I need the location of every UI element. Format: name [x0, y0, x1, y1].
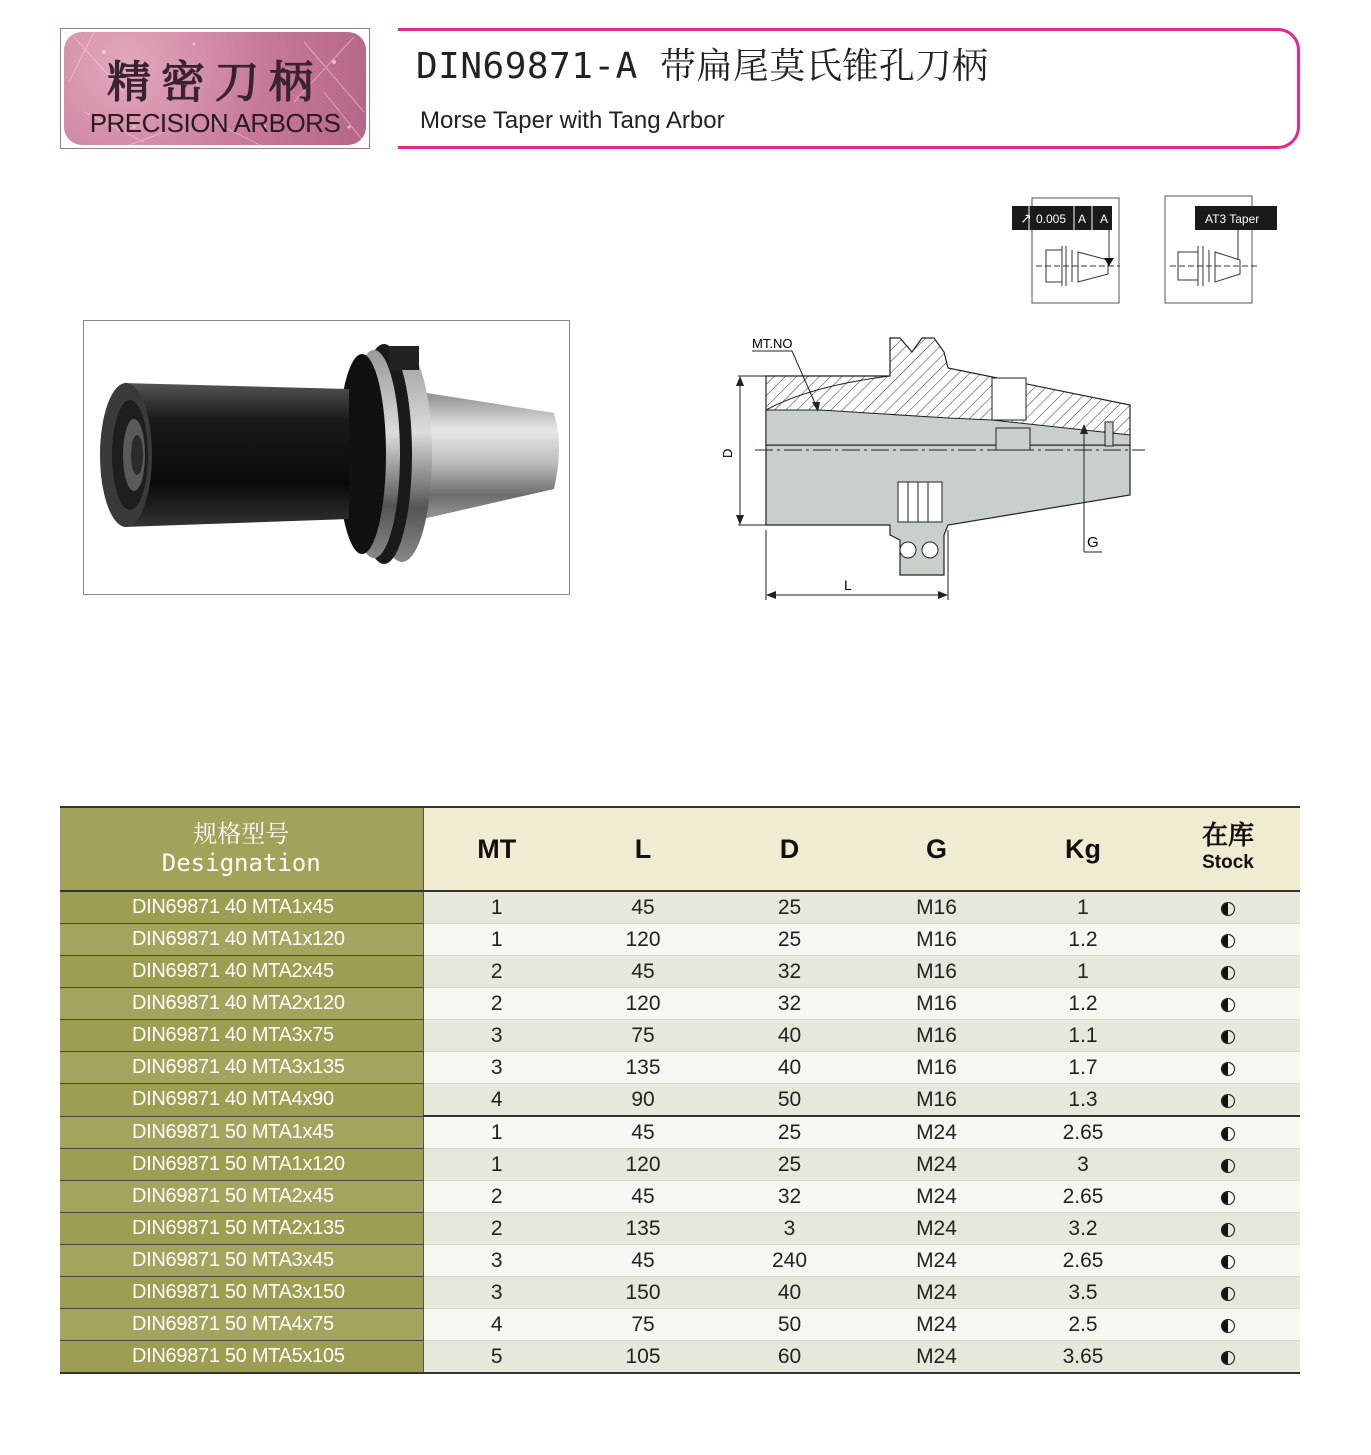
- cell-l: 45: [570, 891, 716, 924]
- cell-kg: 1.7: [1010, 1052, 1156, 1084]
- cell-d: 25: [716, 1149, 863, 1181]
- cell-stock: [1156, 1181, 1300, 1213]
- badge-background: [64, 32, 366, 145]
- col-header-designation-cn: 规格型号: [193, 820, 290, 848]
- cell-d: 32: [716, 1181, 863, 1213]
- cell-g: M24: [863, 1149, 1010, 1181]
- cell-g: M24: [863, 1309, 1010, 1341]
- table-row: [60, 1309, 1300, 1341]
- cell-designation: DIN69871 40 MTA3x75: [60, 1020, 423, 1052]
- cell-kg: 1: [1010, 891, 1156, 924]
- dim-label-d: D: [720, 448, 735, 458]
- cell-designation: DIN69871 40 MTA1x120: [60, 924, 423, 956]
- cell-d: 40: [716, 1052, 863, 1084]
- badge-title-en: PRECISION ARBORS: [89, 108, 341, 138]
- half-filled-circle-icon: [1221, 1287, 1235, 1301]
- brand-badge: [60, 28, 370, 149]
- cell-kg: 2.65: [1010, 1181, 1156, 1213]
- cell-stock: [1156, 1020, 1300, 1052]
- cell-stock: [1156, 1309, 1300, 1341]
- cell-d: 50: [716, 1309, 863, 1341]
- cell-kg: 1: [1010, 956, 1156, 988]
- runout-value: 0.005: [1036, 212, 1067, 226]
- cell-mt: 3: [423, 1020, 570, 1052]
- cell-kg: 1.2: [1010, 924, 1156, 956]
- half-filled-circle-icon: [1221, 1030, 1235, 1044]
- cell-mt: 2: [423, 988, 570, 1020]
- runout-arrow-icon: ↗: [1020, 210, 1032, 226]
- runout-ref: A: [1078, 212, 1087, 226]
- cell-designation: DIN69871 50 MTA2x45: [60, 1181, 423, 1213]
- cell-l: 45: [570, 1245, 716, 1277]
- cell-designation: DIN69871 40 MTA3x135: [60, 1052, 423, 1084]
- dim-label-g: G: [1087, 534, 1099, 551]
- half-filled-circle-icon: [1221, 934, 1235, 948]
- half-filled-circle-icon: [1221, 1255, 1235, 1269]
- half-filled-circle-icon: [1221, 1223, 1235, 1237]
- col-header-stock: [1156, 807, 1300, 891]
- col-header-designation: [60, 807, 423, 891]
- half-filled-circle-icon: [1221, 1127, 1235, 1141]
- cell-d: 25: [716, 891, 863, 924]
- cell-mt: 1: [423, 891, 570, 924]
- cell-stock: [1156, 1245, 1300, 1277]
- cell-d: 40: [716, 1277, 863, 1309]
- table-row: [60, 1116, 1300, 1149]
- cell-g: M24: [863, 1277, 1010, 1309]
- cell-g: M16: [863, 956, 1010, 988]
- cell-designation: DIN69871 50 MTA1x120: [60, 1149, 423, 1181]
- cell-g: M24: [863, 1245, 1010, 1277]
- cell-d: 60: [716, 1341, 863, 1374]
- cell-d: 25: [716, 1116, 863, 1149]
- cell-kg: 3.5: [1010, 1277, 1156, 1309]
- table-row: [60, 1020, 1300, 1052]
- taper-callout: [1165, 196, 1277, 303]
- page-title: DIN69871-A 带扁尾莫氏锥孔刀柄: [416, 46, 989, 87]
- cell-kg: 3: [1010, 1149, 1156, 1181]
- cell-g: M24: [863, 1341, 1010, 1374]
- cell-mt: 2: [423, 1213, 570, 1245]
- page-subtitle: Morse Taper with Tang Arbor: [420, 107, 725, 134]
- half-filled-circle-icon: [1221, 1159, 1235, 1173]
- cell-stock: [1156, 988, 1300, 1020]
- table-row: [60, 1181, 1300, 1213]
- cell-d: 32: [716, 988, 863, 1020]
- cell-designation: DIN69871 50 MTA4x75: [60, 1309, 423, 1341]
- half-filled-circle-icon: [1221, 902, 1235, 916]
- cell-mt: 1: [423, 924, 570, 956]
- cell-designation: DIN69871 50 MTA3x45: [60, 1245, 423, 1277]
- table-row: [60, 1245, 1300, 1277]
- half-filled-circle-icon: [1221, 1191, 1235, 1205]
- table-header-row: [60, 807, 1300, 891]
- cell-designation: DIN69871 40 MTA1x45: [60, 891, 423, 924]
- cell-g: M24: [863, 1213, 1010, 1245]
- cell-g: M16: [863, 891, 1010, 924]
- cell-g: M16: [863, 1052, 1010, 1084]
- cell-mt: 3: [423, 1277, 570, 1309]
- cell-g: M16: [863, 1020, 1010, 1052]
- cell-l: 75: [570, 1020, 716, 1052]
- cell-l: 120: [570, 924, 716, 956]
- table-row: [60, 956, 1300, 988]
- cell-g: M16: [863, 924, 1010, 956]
- cell-kg: 1.3: [1010, 1084, 1156, 1117]
- cell-stock: [1156, 924, 1300, 956]
- cell-kg: 1.2: [1010, 988, 1156, 1020]
- cell-stock: [1156, 1084, 1300, 1117]
- col-header-l: L: [570, 807, 716, 891]
- cell-d: 240: [716, 1245, 863, 1277]
- cell-mt: 5: [423, 1341, 570, 1374]
- runout-callout: [1012, 198, 1120, 303]
- col-header-d: D: [716, 807, 863, 891]
- cell-d: 50: [716, 1084, 863, 1117]
- cell-g: M24: [863, 1116, 1010, 1149]
- cell-g: M16: [863, 1084, 1010, 1117]
- product-photo: [83, 320, 570, 595]
- col-header-stock-en: Stock: [1202, 852, 1254, 873]
- half-filled-circle-icon: [1221, 1094, 1235, 1108]
- cell-d: 40: [716, 1020, 863, 1052]
- cell-l: 135: [570, 1052, 716, 1084]
- half-filled-circle-icon: [1221, 998, 1235, 1012]
- cross-section-drawing: [700, 190, 1300, 610]
- cell-designation: DIN69871 40 MTA2x120: [60, 988, 423, 1020]
- cell-kg: 3.65: [1010, 1341, 1156, 1374]
- table-row: [60, 1149, 1300, 1181]
- cell-kg: 1.1: [1010, 1020, 1156, 1052]
- cell-designation: DIN69871 50 MTA1x45: [60, 1116, 423, 1149]
- cell-stock: [1156, 1116, 1300, 1149]
- cell-l: 75: [570, 1309, 716, 1341]
- cell-l: 45: [570, 1181, 716, 1213]
- spec-table: [60, 806, 1300, 1374]
- cell-mt: 3: [423, 1052, 570, 1084]
- cell-stock: [1156, 1277, 1300, 1309]
- col-header-g: G: [863, 807, 1010, 891]
- cell-l: 90: [570, 1084, 716, 1117]
- cell-mt: 4: [423, 1309, 570, 1341]
- table-row: [60, 1084, 1300, 1117]
- table-row: [60, 1213, 1300, 1245]
- cell-designation: DIN69871 40 MTA2x45: [60, 956, 423, 988]
- cell-kg: 2.65: [1010, 1116, 1156, 1149]
- cell-stock: [1156, 1213, 1300, 1245]
- cell-stock: [1156, 1052, 1300, 1084]
- cell-stock: [1156, 956, 1300, 988]
- half-filled-circle-icon: [1221, 966, 1235, 980]
- col-header-stock-cn: 在库: [1201, 820, 1254, 850]
- cell-d: 25: [716, 924, 863, 956]
- cell-g: M16: [863, 988, 1010, 1020]
- cell-mt: 2: [423, 956, 570, 988]
- cell-mt: 1: [423, 1116, 570, 1149]
- table-row: [60, 1277, 1300, 1309]
- cell-l: 45: [570, 1116, 716, 1149]
- half-filled-circle-icon: [1221, 1351, 1235, 1365]
- label-mtno: MT.NO: [752, 336, 793, 351]
- cell-designation: DIN69871 50 MTA3x150: [60, 1277, 423, 1309]
- datum-label: A: [1100, 212, 1109, 226]
- cell-d: 3: [716, 1213, 863, 1245]
- cell-l: 105: [570, 1341, 716, 1374]
- badge-title-cn: 精密刀柄: [107, 57, 323, 108]
- cell-kg: 2.5: [1010, 1309, 1156, 1341]
- table-row: [60, 988, 1300, 1020]
- cell-d: 32: [716, 956, 863, 988]
- table-row: [60, 924, 1300, 956]
- cell-l: 150: [570, 1277, 716, 1309]
- cell-l: 120: [570, 1149, 716, 1181]
- cell-l: 135: [570, 1213, 716, 1245]
- cell-designation: DIN69871 50 MTA5x105: [60, 1341, 423, 1374]
- cell-stock: [1156, 1149, 1300, 1181]
- col-header-designation-en: Designation: [161, 849, 321, 877]
- cell-l: 120: [570, 988, 716, 1020]
- cell-kg: 2.65: [1010, 1245, 1156, 1277]
- table-row: [60, 1052, 1300, 1084]
- cell-mt: 3: [423, 1245, 570, 1277]
- col-header-mt: MT: [423, 807, 570, 891]
- cell-l: 45: [570, 956, 716, 988]
- cell-kg: 3.2: [1010, 1213, 1156, 1245]
- dim-label-l: L: [844, 577, 852, 593]
- table-row: [60, 1341, 1300, 1374]
- cell-stock: [1156, 1341, 1300, 1374]
- cell-designation: DIN69871 50 MTA2x135: [60, 1213, 423, 1245]
- cell-mt: 1: [423, 1149, 570, 1181]
- table-row: [60, 891, 1300, 924]
- taper-label: AT3 Taper: [1205, 212, 1260, 226]
- half-filled-circle-icon: [1221, 1319, 1235, 1333]
- cell-mt: 4: [423, 1084, 570, 1117]
- cell-stock: [1156, 891, 1300, 924]
- col-header-kg: Kg: [1010, 807, 1156, 891]
- half-filled-circle-icon: [1221, 1062, 1235, 1076]
- cell-designation: DIN69871 40 MTA4x90: [60, 1084, 423, 1117]
- table-body: [60, 891, 1300, 1373]
- cell-mt: 2: [423, 1181, 570, 1213]
- cell-g: M24: [863, 1181, 1010, 1213]
- technical-drawing: [700, 190, 1300, 615]
- arbor-illustration: [84, 321, 569, 594]
